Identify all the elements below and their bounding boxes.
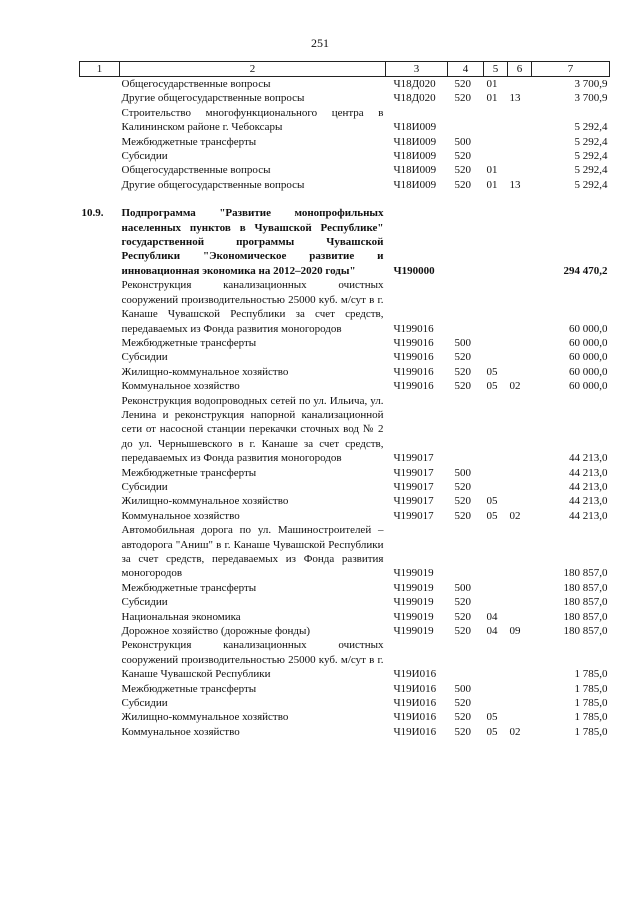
row-col-5 (484, 581, 508, 595)
row-col-6: 13 (509, 178, 521, 191)
row-code: Ч199017 (393, 509, 434, 522)
row-amount: 1 785,0 (574, 668, 608, 681)
row-number (80, 480, 120, 494)
table-row (80, 725, 610, 739)
row-col-4: 520 (454, 725, 471, 738)
row-col-4: 520 (454, 150, 471, 163)
row-col-4: 520 (454, 164, 471, 177)
row-number (80, 278, 120, 336)
row-col-4: 500 (454, 466, 471, 479)
row-number (80, 595, 120, 609)
row-number (80, 710, 120, 724)
row-number (80, 610, 120, 624)
row-col-4: 520 (454, 178, 471, 191)
row-col-6 (508, 480, 532, 494)
table-row (80, 682, 610, 696)
row-col-6 (508, 696, 532, 710)
row-code: Ч18И009 (393, 178, 437, 191)
row-code: Ч199019 (393, 610, 434, 623)
row-amount: 180 857,0 (563, 567, 608, 580)
row-number (80, 696, 120, 710)
row-col-4: 520 (454, 610, 471, 623)
row-description: Жилищно-коммунальное хозяйство (121, 495, 289, 508)
header-col-3: 3 (386, 62, 448, 77)
row-amount: 3 700,9 (574, 78, 608, 90)
row-col-5 (484, 682, 508, 696)
row-description: Автомобильная дорога по ул. Машиностроителей – автодорога "Аниш" в г. Канаше Чувашской Республики за счет средств, передаваемых из Фонда развития моногородов (121, 524, 384, 580)
row-amount: 3 700,9 (574, 92, 608, 105)
row-col-5: 04 (486, 625, 498, 638)
row-amount: 44 213,0 (569, 452, 608, 465)
row-code: Ч18И009 (393, 121, 437, 134)
row-number (80, 379, 120, 393)
row-code: Ч199016 (393, 351, 434, 364)
row-col-4: 500 (454, 682, 471, 695)
row-col-4 (448, 394, 484, 466)
table-row (80, 379, 610, 393)
row-col-6: 02 (509, 380, 521, 393)
row-col-4: 520 (454, 509, 471, 522)
row-amount: 44 213,0 (569, 466, 608, 479)
row-col-5: 05 (486, 711, 498, 724)
table-row (80, 696, 610, 710)
row-col-5: 01 (486, 178, 498, 191)
row-description: Реконструкция канализационных очистных сооружений производительностью 25000 куб. м/сут в г. Канаше Чувашской Республики за счет средств, передаваемых из Фонда развития моногородов (121, 279, 384, 335)
row-col-6 (508, 149, 532, 163)
row-description: Субсидии (121, 596, 168, 609)
row-description: Общегосударственные вопросы (121, 78, 271, 90)
row-col-6 (508, 163, 532, 177)
row-number (80, 178, 120, 192)
row-col-6 (508, 523, 532, 581)
row-col-6 (508, 394, 532, 466)
row-number (80, 163, 120, 177)
row-code: Ч18И009 (393, 135, 437, 148)
row-code: Ч199016 (393, 322, 434, 335)
table-row (80, 135, 610, 149)
row-number (80, 106, 120, 135)
table-body (80, 77, 610, 740)
row-description: Жилищно-коммунальное хозяйство (121, 365, 289, 378)
row-col-6: 13 (509, 92, 521, 105)
header-col-4: 4 (448, 62, 484, 77)
row-number (80, 394, 120, 466)
row-description: Субсидии (121, 351, 168, 364)
row-col-5 (484, 638, 508, 681)
table-row (80, 466, 610, 480)
row-code: Ч199017 (393, 480, 434, 493)
row-amount: 1 785,0 (574, 711, 608, 724)
row-col-5 (484, 135, 508, 149)
row-col-6 (508, 206, 532, 278)
row-col-4: 520 (454, 78, 471, 90)
spacer-cell (80, 192, 610, 206)
row-col-4: 520 (454, 380, 471, 393)
row-code: Ч19И016 (393, 682, 437, 695)
header-col-6: 6 (508, 62, 532, 77)
table-row (80, 336, 610, 350)
table-row (80, 178, 610, 192)
row-code: Ч199017 (393, 452, 434, 465)
table-row (80, 77, 610, 92)
row-description: Реконструкция водопроводных сетей по ул. Ильича, ул. Ленина и реконструкция напорной канализационной сети от насосной станции перекачки сточных вод № 2 до ул. Чернышевского в г. Канаше за счет средств, передаваемых из Фонда развития моногородов (121, 394, 384, 465)
table-row (80, 149, 610, 163)
row-amount: 5 292,4 (574, 121, 608, 134)
row-col-6 (508, 710, 532, 724)
row-col-4 (448, 106, 484, 135)
row-col-5 (484, 206, 508, 278)
table-row (80, 595, 610, 609)
table-row (80, 638, 610, 681)
row-description: Субсидии (121, 150, 168, 163)
row-col-5 (484, 394, 508, 466)
row-description: Национальная экономика (121, 610, 241, 623)
row-number (80, 624, 120, 638)
row-col-4: 520 (454, 351, 471, 364)
header-col-7: 7 (532, 62, 610, 77)
row-col-4: 520 (454, 697, 471, 710)
row-col-5 (484, 149, 508, 163)
row-col-6 (508, 278, 532, 336)
row-amount: 44 213,0 (569, 509, 608, 522)
row-amount: 180 857,0 (563, 625, 608, 638)
row-amount: 44 213,0 (569, 495, 608, 508)
row-number (80, 365, 120, 379)
row-col-5 (484, 480, 508, 494)
row-col-6 (508, 638, 532, 681)
row-number: 10.9. (81, 207, 104, 220)
row-code: Ч199019 (393, 581, 434, 594)
row-col-4: 520 (454, 625, 471, 638)
row-col-5: 05 (486, 380, 498, 393)
row-col-5 (484, 106, 508, 135)
row-code: Ч199016 (393, 380, 434, 393)
row-code: Ч199016 (393, 365, 434, 378)
row-col-6: 02 (509, 725, 521, 738)
row-description: Реконструкция канализационных очистных сооружений производительностью 25000 куб. м/сут в г. Канаше Чувашской Республики (121, 639, 384, 681)
row-col-4 (448, 278, 484, 336)
row-col-4: 520 (454, 480, 471, 493)
table-row (80, 350, 610, 364)
row-col-4: 500 (454, 336, 471, 349)
row-col-5 (484, 696, 508, 710)
row-amount: 60 000,0 (569, 380, 608, 393)
row-amount: 5 292,4 (574, 150, 608, 163)
row-code: Ч18Д020 (393, 78, 436, 90)
row-col-5 (484, 466, 508, 480)
row-amount: 5 292,4 (574, 178, 608, 191)
row-amount: 5 292,4 (574, 135, 608, 148)
table-row (80, 509, 610, 523)
header-col-5: 5 (484, 62, 508, 77)
row-col-5: 05 (486, 509, 498, 522)
row-col-5: 05 (486, 495, 498, 508)
row-number (80, 494, 120, 508)
row-col-6 (508, 365, 532, 379)
row-code: Ч18Д020 (393, 92, 436, 105)
row-amount: 294 470,2 (563, 264, 608, 277)
row-col-6 (508, 610, 532, 624)
table-row (80, 494, 610, 508)
row-number (80, 77, 120, 92)
row-col-6 (508, 466, 532, 480)
budget-table (79, 61, 610, 739)
table-row (80, 365, 610, 379)
row-col-4: 520 (454, 711, 471, 724)
row-col-4: 500 (454, 135, 471, 148)
table-row (80, 581, 610, 595)
row-col-4: 520 (454, 495, 471, 508)
row-number (80, 725, 120, 739)
spacer-row (80, 192, 610, 206)
row-col-5 (484, 523, 508, 581)
row-col-6 (508, 77, 532, 92)
row-code: Ч19И016 (393, 697, 437, 710)
table-row (80, 106, 610, 135)
table-row (80, 480, 610, 494)
row-col-5: 05 (486, 725, 498, 738)
row-description: Общегосударственные вопросы (121, 164, 271, 177)
row-description: Жилищно-коммунальное хозяйство (121, 711, 289, 724)
row-description: Субсидии (121, 480, 168, 493)
table-row (80, 394, 610, 466)
row-amount: 1 785,0 (574, 725, 608, 738)
row-number (80, 336, 120, 350)
row-code: Ч19И016 (393, 711, 437, 724)
row-description: Дорожное хозяйство (дорожные фонды) (121, 625, 311, 638)
table-row (80, 710, 610, 724)
header-col-1: 1 (80, 62, 120, 77)
row-description: Межбюджетные трансферты (121, 336, 257, 349)
row-code: Ч199016 (393, 336, 434, 349)
row-description: Коммунальное хозяйство (121, 509, 240, 522)
row-description: Коммунальное хозяйство (121, 380, 240, 393)
row-code: Ч199019 (393, 567, 434, 580)
table-row (80, 163, 610, 177)
table-row (80, 206, 610, 278)
row-code: Ч199017 (393, 495, 434, 508)
row-code: Ч199017 (393, 466, 434, 479)
table-row (80, 278, 610, 336)
row-col-6 (508, 581, 532, 595)
row-code: Ч190000 (393, 264, 435, 277)
row-description: Другие общегосударственные вопросы (121, 178, 305, 191)
row-description: Межбюджетные трансферты (121, 135, 257, 148)
row-amount: 180 857,0 (563, 581, 608, 594)
table-row (80, 610, 610, 624)
row-col-4 (448, 206, 484, 278)
row-number (80, 638, 120, 681)
row-number (80, 466, 120, 480)
row-amount: 44 213,0 (569, 480, 608, 493)
row-amount: 180 857,0 (563, 596, 608, 609)
row-number (80, 350, 120, 364)
row-col-6: 09 (509, 625, 521, 638)
header-col-2: 2 (120, 62, 386, 77)
row-col-5: 05 (486, 365, 498, 378)
row-description: Подпрограмма "Развитие монопрофильных населенных пунктов в Чувашской Республике" государственной программы Чувашской Республики "Экономическое развитие и инновационная экономика на 2012–2020 годы" (121, 207, 384, 277)
row-amount: 60 000,0 (569, 336, 608, 349)
row-number (80, 149, 120, 163)
row-code: Ч18И009 (393, 164, 437, 177)
row-col-4: 520 (454, 365, 471, 378)
row-col-4 (448, 638, 484, 681)
row-col-4: 500 (454, 581, 471, 594)
row-col-6 (508, 350, 532, 364)
row-col-6 (508, 336, 532, 350)
header-row (80, 62, 610, 77)
row-description: Коммунальное хозяйство (121, 725, 240, 738)
row-number (80, 91, 120, 105)
table-row (80, 523, 610, 581)
row-col-5 (484, 336, 508, 350)
row-amount: 180 857,0 (563, 610, 608, 623)
row-col-6 (508, 135, 532, 149)
row-description: Другие общегосударственные вопросы (121, 92, 305, 105)
row-amount: 5 292,4 (574, 164, 608, 177)
row-amount: 60 000,0 (569, 322, 608, 335)
row-code: Ч18И009 (393, 150, 437, 163)
row-amount: 1 785,0 (574, 697, 608, 710)
row-col-4: 520 (454, 92, 471, 105)
row-col-4 (448, 523, 484, 581)
row-description: Межбюджетные трансферты (121, 682, 257, 695)
row-col-6: 02 (509, 509, 521, 522)
row-col-5 (484, 595, 508, 609)
row-code: Ч199019 (393, 596, 434, 609)
row-description: Субсидии (121, 697, 168, 710)
row-amount: 60 000,0 (569, 365, 608, 378)
row-code: Ч19И016 (393, 668, 437, 681)
row-col-6 (508, 106, 532, 135)
row-col-6 (508, 494, 532, 508)
row-code: Ч199019 (393, 625, 434, 638)
row-number (80, 581, 120, 595)
row-number (80, 135, 120, 149)
row-description: Межбюджетные трансферты (121, 581, 257, 594)
row-col-6 (508, 682, 532, 696)
page-number: 251 (311, 36, 329, 50)
row-number (80, 523, 120, 581)
row-col-5 (484, 278, 508, 336)
row-col-5: 01 (486, 164, 498, 177)
row-amount: 1 785,0 (574, 682, 608, 695)
row-col-6 (508, 595, 532, 609)
row-description: Строительство многофункционального центра в Калининском районе г. Чебоксары (121, 106, 384, 134)
row-col-5: 01 (486, 78, 498, 90)
row-number (80, 509, 120, 523)
row-description: Межбюджетные трансферты (121, 466, 257, 479)
row-amount: 60 000,0 (569, 351, 608, 364)
table-row (80, 624, 610, 638)
row-col-4: 520 (454, 596, 471, 609)
row-code: Ч19И016 (393, 725, 437, 738)
row-number (80, 682, 120, 696)
table-row (80, 91, 610, 105)
row-col-5: 04 (486, 610, 498, 623)
row-col-5 (484, 350, 508, 364)
row-col-5: 01 (486, 92, 498, 105)
